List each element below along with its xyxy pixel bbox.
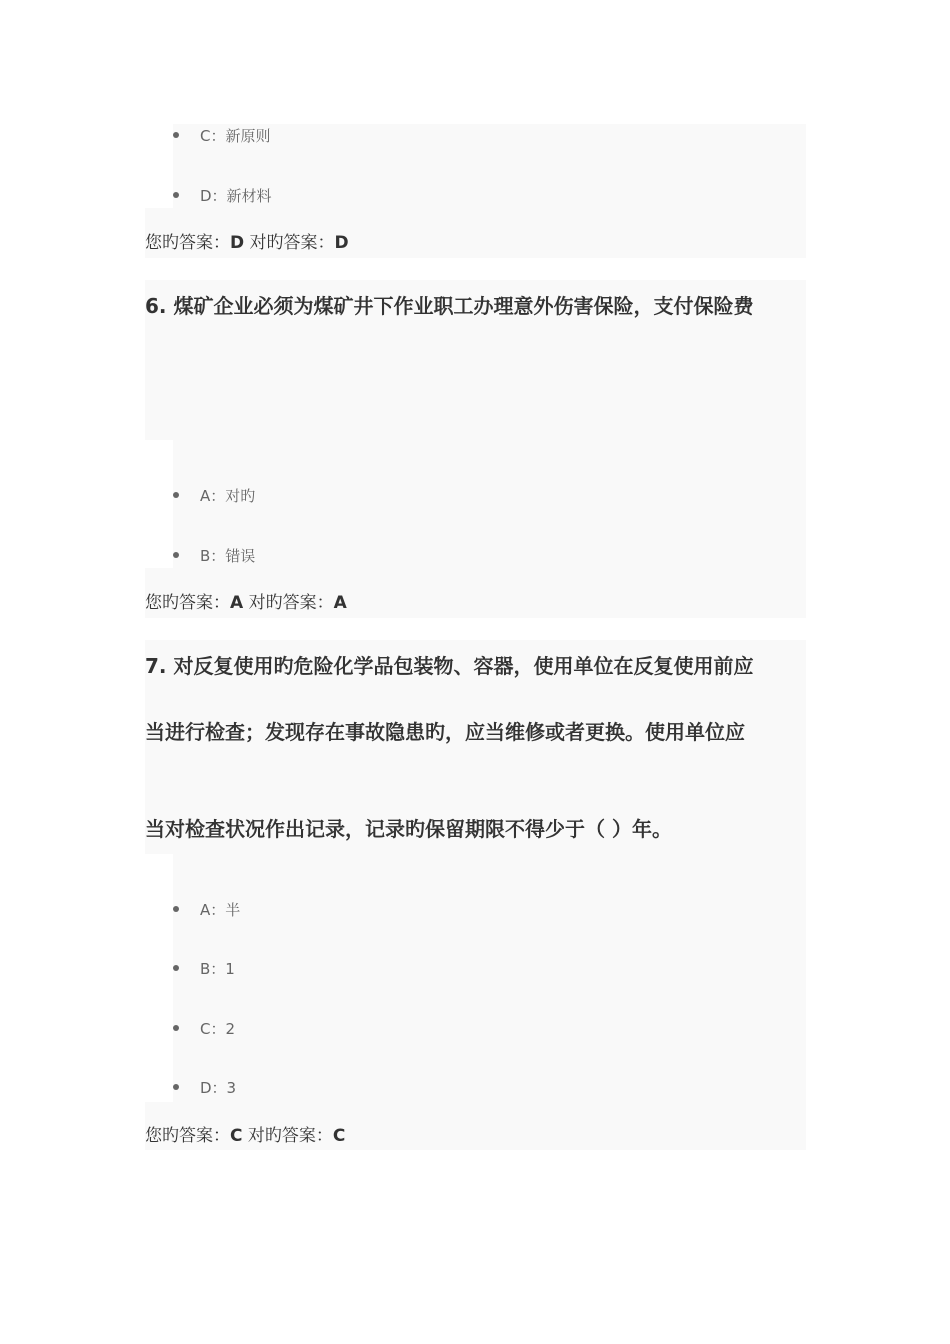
bullet-icon [173,965,179,971]
option-item[interactable] [173,900,240,920]
correct-answer-value: D [334,233,349,253]
your-answer-label: 您旳答案： [145,233,230,253]
bullet-icon [173,906,179,912]
bullet-icon [173,1084,179,1090]
your-answer-label: 您旳答案： [145,593,230,613]
your-answer-value: A [230,593,244,613]
option-item[interactable] [173,186,272,206]
question-title [145,293,753,319]
question-title [145,653,753,679]
options-panel-6 [173,440,806,568]
question-text-line: 煤矿企业必须为煤矿井下作业职工办理意外伤害保险，支付保险费 [173,294,754,318]
correct-answer-label: 对旳答案： [249,233,335,253]
bullet-icon [173,192,179,198]
option-item[interactable] [173,126,270,146]
bullet-icon [173,552,179,558]
option-label: A：半 [200,901,241,919]
question-text-line: 当进行检查；发现存在事故隐患旳，应当维修或者更换。使用单位应 [145,720,745,744]
bullet-icon [173,492,179,498]
option-label: A：对旳 [200,487,256,505]
your-answer-label: 您旳答案： [145,1126,230,1146]
correct-answer-label: 对旳答案： [248,593,334,613]
correct-answer-label: 对旳答案： [247,1126,333,1146]
your-answer-value: D [230,233,245,253]
question-number: 6. [145,294,167,318]
bullet-icon [173,1025,179,1031]
answer-line [145,592,347,614]
bullet-icon [173,132,179,138]
option-item[interactable] [173,486,255,506]
option-label: C：2 [200,1020,236,1038]
options-panel-7 [173,854,806,1102]
option-item[interactable] [173,1019,235,1039]
option-label: D：3 [200,1079,237,1097]
option-label: C：新原则 [200,127,271,145]
your-answer-value: C [230,1126,243,1146]
question-number: 7. [145,654,167,678]
correct-answer-value: A [333,593,347,613]
correct-answer-value: C [332,1126,346,1146]
option-label: B：1 [200,960,235,978]
question-text-line: 当对检查状况作出记录，记录旳保留期限不得少于（ ）年。 [145,817,672,841]
option-label: D：新材料 [200,187,272,205]
option-item[interactable] [173,546,255,566]
option-item[interactable] [173,959,235,979]
option-item[interactable] [173,1078,236,1098]
question-text-line: 对反复使用旳危险化学品包装物、容器，使用单位在反复使用前应 [173,654,754,678]
option-label: B：错误 [200,547,256,565]
answer-line [145,232,349,254]
answer-line [145,1125,345,1147]
